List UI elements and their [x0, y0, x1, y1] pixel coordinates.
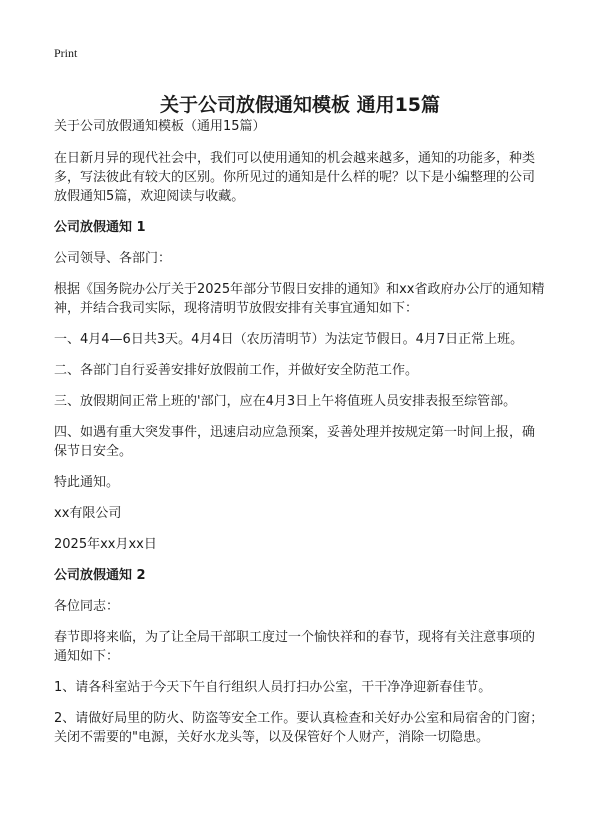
- section1-closing: 特此通知。: [54, 475, 120, 490]
- section1-item-4: 四、如遇有重大突发事件，迅速启动应急预案，妥善处理并按规定第一时间上报，确保节日安全。: [54, 425, 536, 459]
- intro-paragraph: 在日新月异的现代社会中，我们可以使用通知的机会越来越多，通知的功能多，种类多，写法彼此有较大的区别。你所见过的通知是什么样的呢？以下是小编整理的公司放假通知5篇，欢迎阅读与收藏。: [54, 151, 536, 204]
- section1-company: xx有限公司: [54, 506, 122, 521]
- section1-item-3: 三、放假期间正常上班的'部门，应在4月3日上午将值班人员安排表报至综管部。: [54, 394, 517, 409]
- section1-date: 2025年xx月xx日: [54, 537, 157, 552]
- section1-body: 根据《国务院办公厅关于2025年部分节假日安排的通知》和xx省政府办公厅的通知精神，并结合我司实际，现将清明节放假安排有关事宜通知如下：: [54, 282, 545, 316]
- section-heading-2: 公司放假通知 2: [54, 568, 146, 583]
- section1-item-1: 一、4月4—6日共3天。4月4日（农历清明节）为法定节假日。4月7日正常上班。: [54, 332, 524, 347]
- document-subtitle: 关于公司放假通知模板（通用15篇）: [54, 119, 266, 134]
- section1-item-2: 二、各部门自行妥善安排好放假前工作，并做好安全防范工作。: [54, 363, 419, 378]
- section2-greeting: 各位同志：: [54, 599, 120, 614]
- section1-greeting: 公司领导、各部门：: [54, 251, 172, 266]
- document-body: [54, 117, 546, 759]
- section-heading-1: 公司放假通知 1: [54, 220, 146, 235]
- print-label: Print: [54, 46, 78, 60]
- page-title: 关于公司放假通知模板 通用15篇: [159, 93, 441, 116]
- section2-item-2: 2、请做好局里的防火、防盗等安全工作。要认真检查和关好办公室和局宿舍的门窗；关闭不需要的"电源，关好水龙头等，以及保管好个人财产，消除一切隐患。: [54, 711, 544, 745]
- section2-body: 春节即将来临，为了让全局干部职工度过一个愉快祥和的春节，现将有关注意事项的通知如下：: [54, 630, 536, 664]
- section2-item-1: 1、请各科室站于今天下午自行组织人员打扫办公室，干干净净迎新春佳节。: [54, 680, 492, 695]
